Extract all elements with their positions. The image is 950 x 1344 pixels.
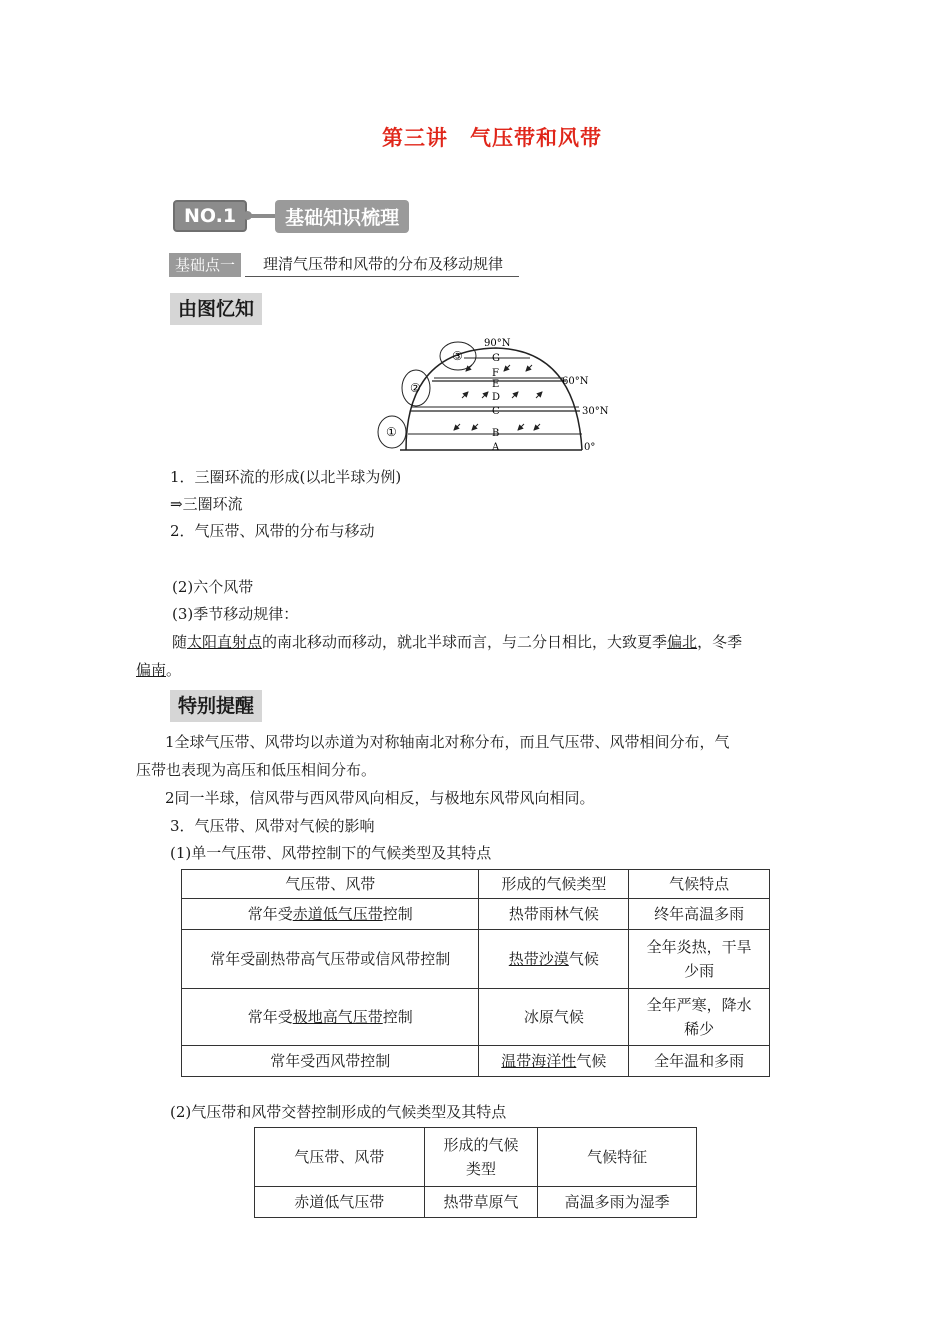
letter-a: A [492, 442, 500, 453]
text-line-6: 随太阳直射点的南北移动而移动，就北半球而言，与二分日相比，大致夏季偏北，冬季 [172, 633, 743, 651]
no1-connector [247, 214, 275, 218]
table1-r1-a: 常年受赤道低气压带控制 [182, 899, 479, 930]
table1-r4-b: 温带海洋性气候 [479, 1046, 629, 1077]
section-heading-reminder: 特别提醒 [170, 690, 262, 722]
table-alternating-control [254, 1127, 697, 1218]
text-line-4: (2)六个风带 [172, 578, 254, 596]
text-line-3: 2．气压带、风带的分布与移动 [170, 522, 375, 540]
table-row [255, 1187, 697, 1218]
table-row [182, 899, 770, 930]
section-no1-banner [173, 199, 409, 233]
table2-r1-c: 高温多雨为湿季 [538, 1187, 697, 1218]
table-row [182, 870, 770, 899]
table2-header-1: 气压带、风带 [255, 1128, 425, 1187]
table1-r2-a: 常年受副热带高气压带或信风带控制 [182, 930, 479, 989]
table-single-control [181, 869, 770, 1077]
table1-r4-c: 全年温和多雨 [629, 1046, 770, 1077]
note-1: 1全球气压带、风带均以赤道为对称轴南北对称分布，而且气压带、风带相间分布，气 [165, 733, 730, 751]
basic-point-tag: 基础点一 [169, 253, 241, 277]
text-line-2: ⇒三圈环流 [170, 495, 243, 513]
cell-3-icon: ③ [452, 349, 463, 363]
table-row [255, 1128, 697, 1187]
table1-r1-c: 终年高温多雨 [629, 899, 770, 930]
table1-r4-a: 常年受西风带控制 [182, 1046, 479, 1077]
three-cell-circulation-diagram [370, 332, 630, 456]
table-row [182, 930, 770, 989]
table2-header-2: 形成的气候 类型 [424, 1128, 538, 1187]
table1-r2-b: 热带沙漠气候 [479, 930, 629, 989]
no1-tag: NO.1 [173, 200, 247, 232]
table1-r3-b: 冰原气候 [479, 989, 629, 1046]
table-row [182, 989, 770, 1046]
letter-d: D [492, 392, 501, 403]
lat-label-0: 0° [584, 442, 596, 453]
table1-header-3: 气候特点 [629, 870, 770, 899]
table1-header-1: 气压带、风带 [182, 870, 479, 899]
letter-c: C [492, 406, 500, 417]
letter-g: G [492, 353, 500, 364]
table2-header-3: 气候特征 [538, 1128, 697, 1187]
no1-label: 基础知识梳理 [275, 200, 409, 233]
note-1-cont: 压带也表现为高压和低压相间分布。 [136, 761, 377, 779]
note-5: (2)气压带和风带交替控制形成的气候类型及其特点 [170, 1103, 507, 1121]
table1-r3-c: 全年严寒，降水 稀少 [629, 989, 770, 1046]
letter-b: B [492, 428, 500, 439]
lat-label-60n: 60°N [562, 376, 589, 387]
table2-r1-a: 赤道低气压带 [255, 1187, 425, 1218]
cell-1-icon: ① [386, 425, 397, 439]
note-3: 3．气压带、风带对气候的影响 [170, 817, 375, 835]
basic-point-heading [169, 253, 519, 277]
letter-f: F [492, 368, 499, 379]
letter-e: E [492, 379, 500, 390]
table-row [182, 1046, 770, 1077]
cell-2-icon: ② [410, 381, 421, 395]
lat-label-90n: 90°N [484, 338, 511, 349]
note-2: 2同一半球，信风带与西风带风向相反，与极地东风带风向相同。 [165, 789, 595, 807]
basic-point-text: 理清气压带和风带的分布及移动规律 [245, 254, 519, 277]
text-line-5: (3)季节移动规律： [172, 605, 299, 623]
table2-r1-b: 热带草原气 [424, 1187, 538, 1218]
note-4: (1)单一气压带、风带控制下的气候类型及其特点 [170, 844, 492, 862]
table1-r2-c: 全年炎热，干旱 少雨 [629, 930, 770, 989]
text-line-1: 1．三圈环流的形成(以北半球为例) [170, 468, 402, 486]
table1-header-2: 形成的气候类型 [479, 870, 629, 899]
section-heading-diagram: 由图忆知 [170, 293, 262, 325]
table1-r1-b: 热带雨林气候 [479, 899, 629, 930]
page-title: 第三讲 气压带和风带 [382, 126, 602, 150]
lat-label-30n: 30°N [582, 406, 609, 417]
table1-r3-a: 常年受极地高气压带控制 [182, 989, 479, 1046]
text-line-7: 偏南。 [136, 661, 182, 679]
